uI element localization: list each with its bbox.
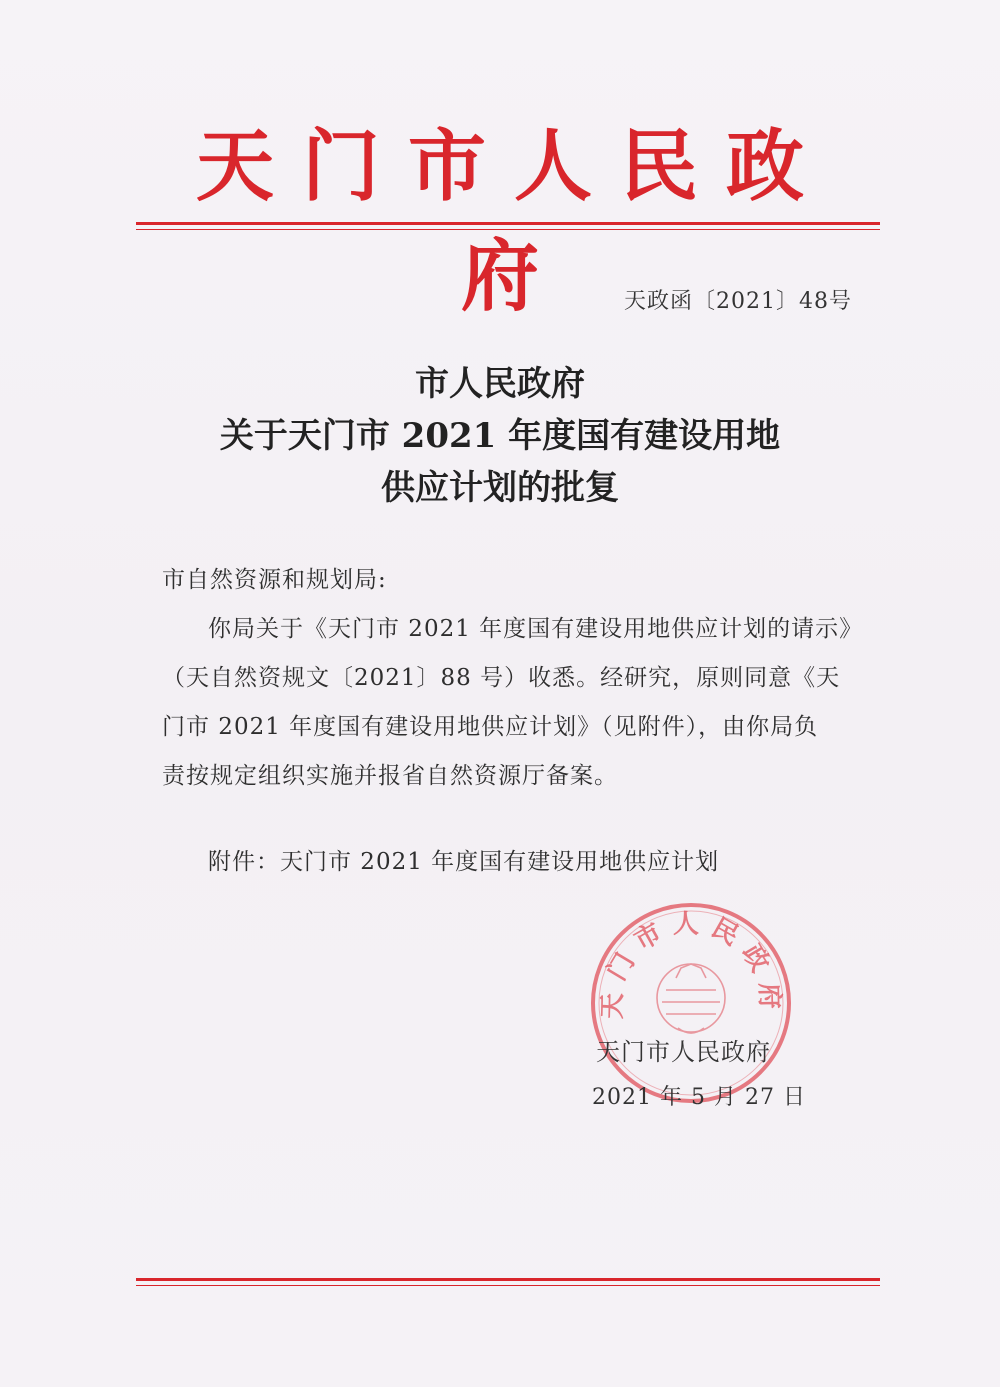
addressee: 市自然资源和规划局: xyxy=(162,567,387,593)
body-line: 门市 2021 年度国有建设用地供应计划》（见附件），由你局负 xyxy=(162,714,819,740)
masthead-red-line xyxy=(136,222,880,225)
signature-date: 2021 年 5 月 27 日 xyxy=(592,1085,806,1110)
official-seal xyxy=(586,898,796,1108)
body-line: 你局关于《天门市 2021 年度国有建设用地供应计划的请示》 xyxy=(208,616,864,642)
document-title-line-1: 市人民政府 xyxy=(415,364,585,404)
document-title-line-2: 关于天门市 2021 年度国有建设用地 xyxy=(219,416,781,456)
seal-text: 天门市人民政府 xyxy=(597,909,785,1020)
body-line: 责按规定组织实施并报省自然资源厅备案。 xyxy=(162,763,618,789)
footer-red-line xyxy=(136,1278,880,1281)
masthead-red-line-thin xyxy=(136,229,880,230)
attachment-note: 附件：天门市 2021 年度国有建设用地供应计划 xyxy=(208,849,720,875)
body-paragraph xyxy=(162,605,882,801)
document-number: 天政函〔2021〕48号 xyxy=(624,289,852,314)
document-title-line-3: 供应计划的批复 xyxy=(381,468,619,508)
footer-red-line-thin xyxy=(136,1285,880,1286)
masthead: 天门市人民政府 xyxy=(195,122,832,322)
body-line: （天自然资规文〔2021〕88 号）收悉。经研究，原则同意《天 xyxy=(162,665,841,691)
signature-organization: 天门市人民政府 xyxy=(596,1038,771,1066)
